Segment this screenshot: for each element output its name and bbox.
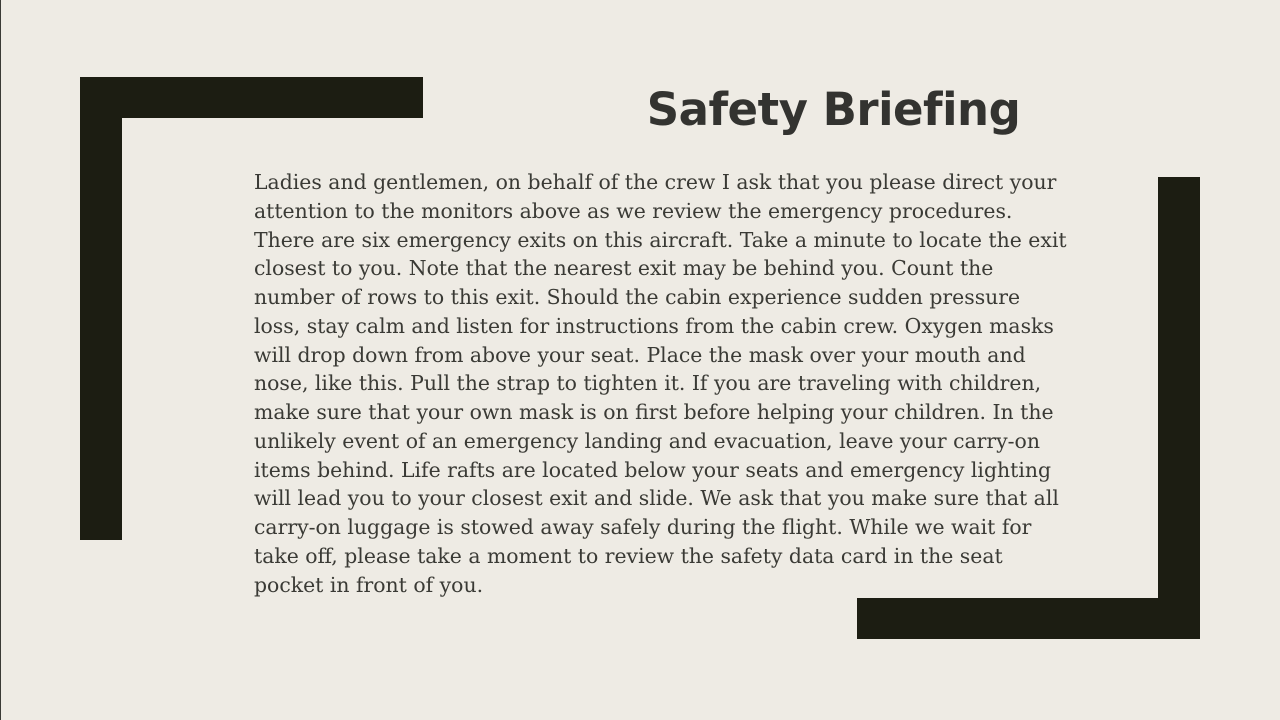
slide-title: Safety Briefing [646, 83, 1021, 136]
bottom-right-bracket-vertical [1158, 177, 1200, 639]
body-line: carry-on luggage is stowed away safely during the flight. While we wait for [254, 515, 1032, 539]
slide-body-text [254, 168, 1134, 599]
body-line: will lead you to your closest exit and slide. We ask that you make sure that all [254, 486, 1059, 511]
body-line: closest to you. Note that the nearest exit may be behind you. Count the [254, 256, 994, 281]
body-line: take off, please take a moment to review the safety data card in the seat [254, 543, 1003, 568]
body-line: There are six emergency exits on this aircraft. Take a minute to locate the exit [254, 227, 1067, 252]
body-line: Ladies and gentlemen, on behalf of the crew I ask that you please direct your [254, 170, 1057, 194]
body-line: items behind. Life rafts are located below your seats and emergency lighting [254, 457, 1052, 482]
body-line: make sure that your own mask is on first before helping your children. In the [254, 400, 1054, 424]
body-line: will drop down from above your seat. Place the mask over your mouth and [254, 342, 1026, 367]
body-line: attention to the monitors above as we review the emergency procedures. [254, 198, 1013, 223]
bottom-right-bracket-horizontal [857, 598, 1200, 639]
body-line: unlikely event of an emergency landing and evacuation, leave your carry-on [254, 428, 1040, 453]
body-line: pocket in front of you. [254, 572, 484, 597]
body-line: nose, like this. Pull the strap to tighten it. If you are traveling with children, [254, 371, 1042, 396]
body-line: number of rows to this exit. Should the cabin experience sudden pressure [254, 285, 1021, 309]
body-line: loss, stay calm and listen for instructions from the cabin crew. Oxygen masks [254, 313, 1054, 338]
top-left-bracket-horizontal [80, 77, 423, 118]
top-left-bracket-vertical [80, 77, 122, 540]
